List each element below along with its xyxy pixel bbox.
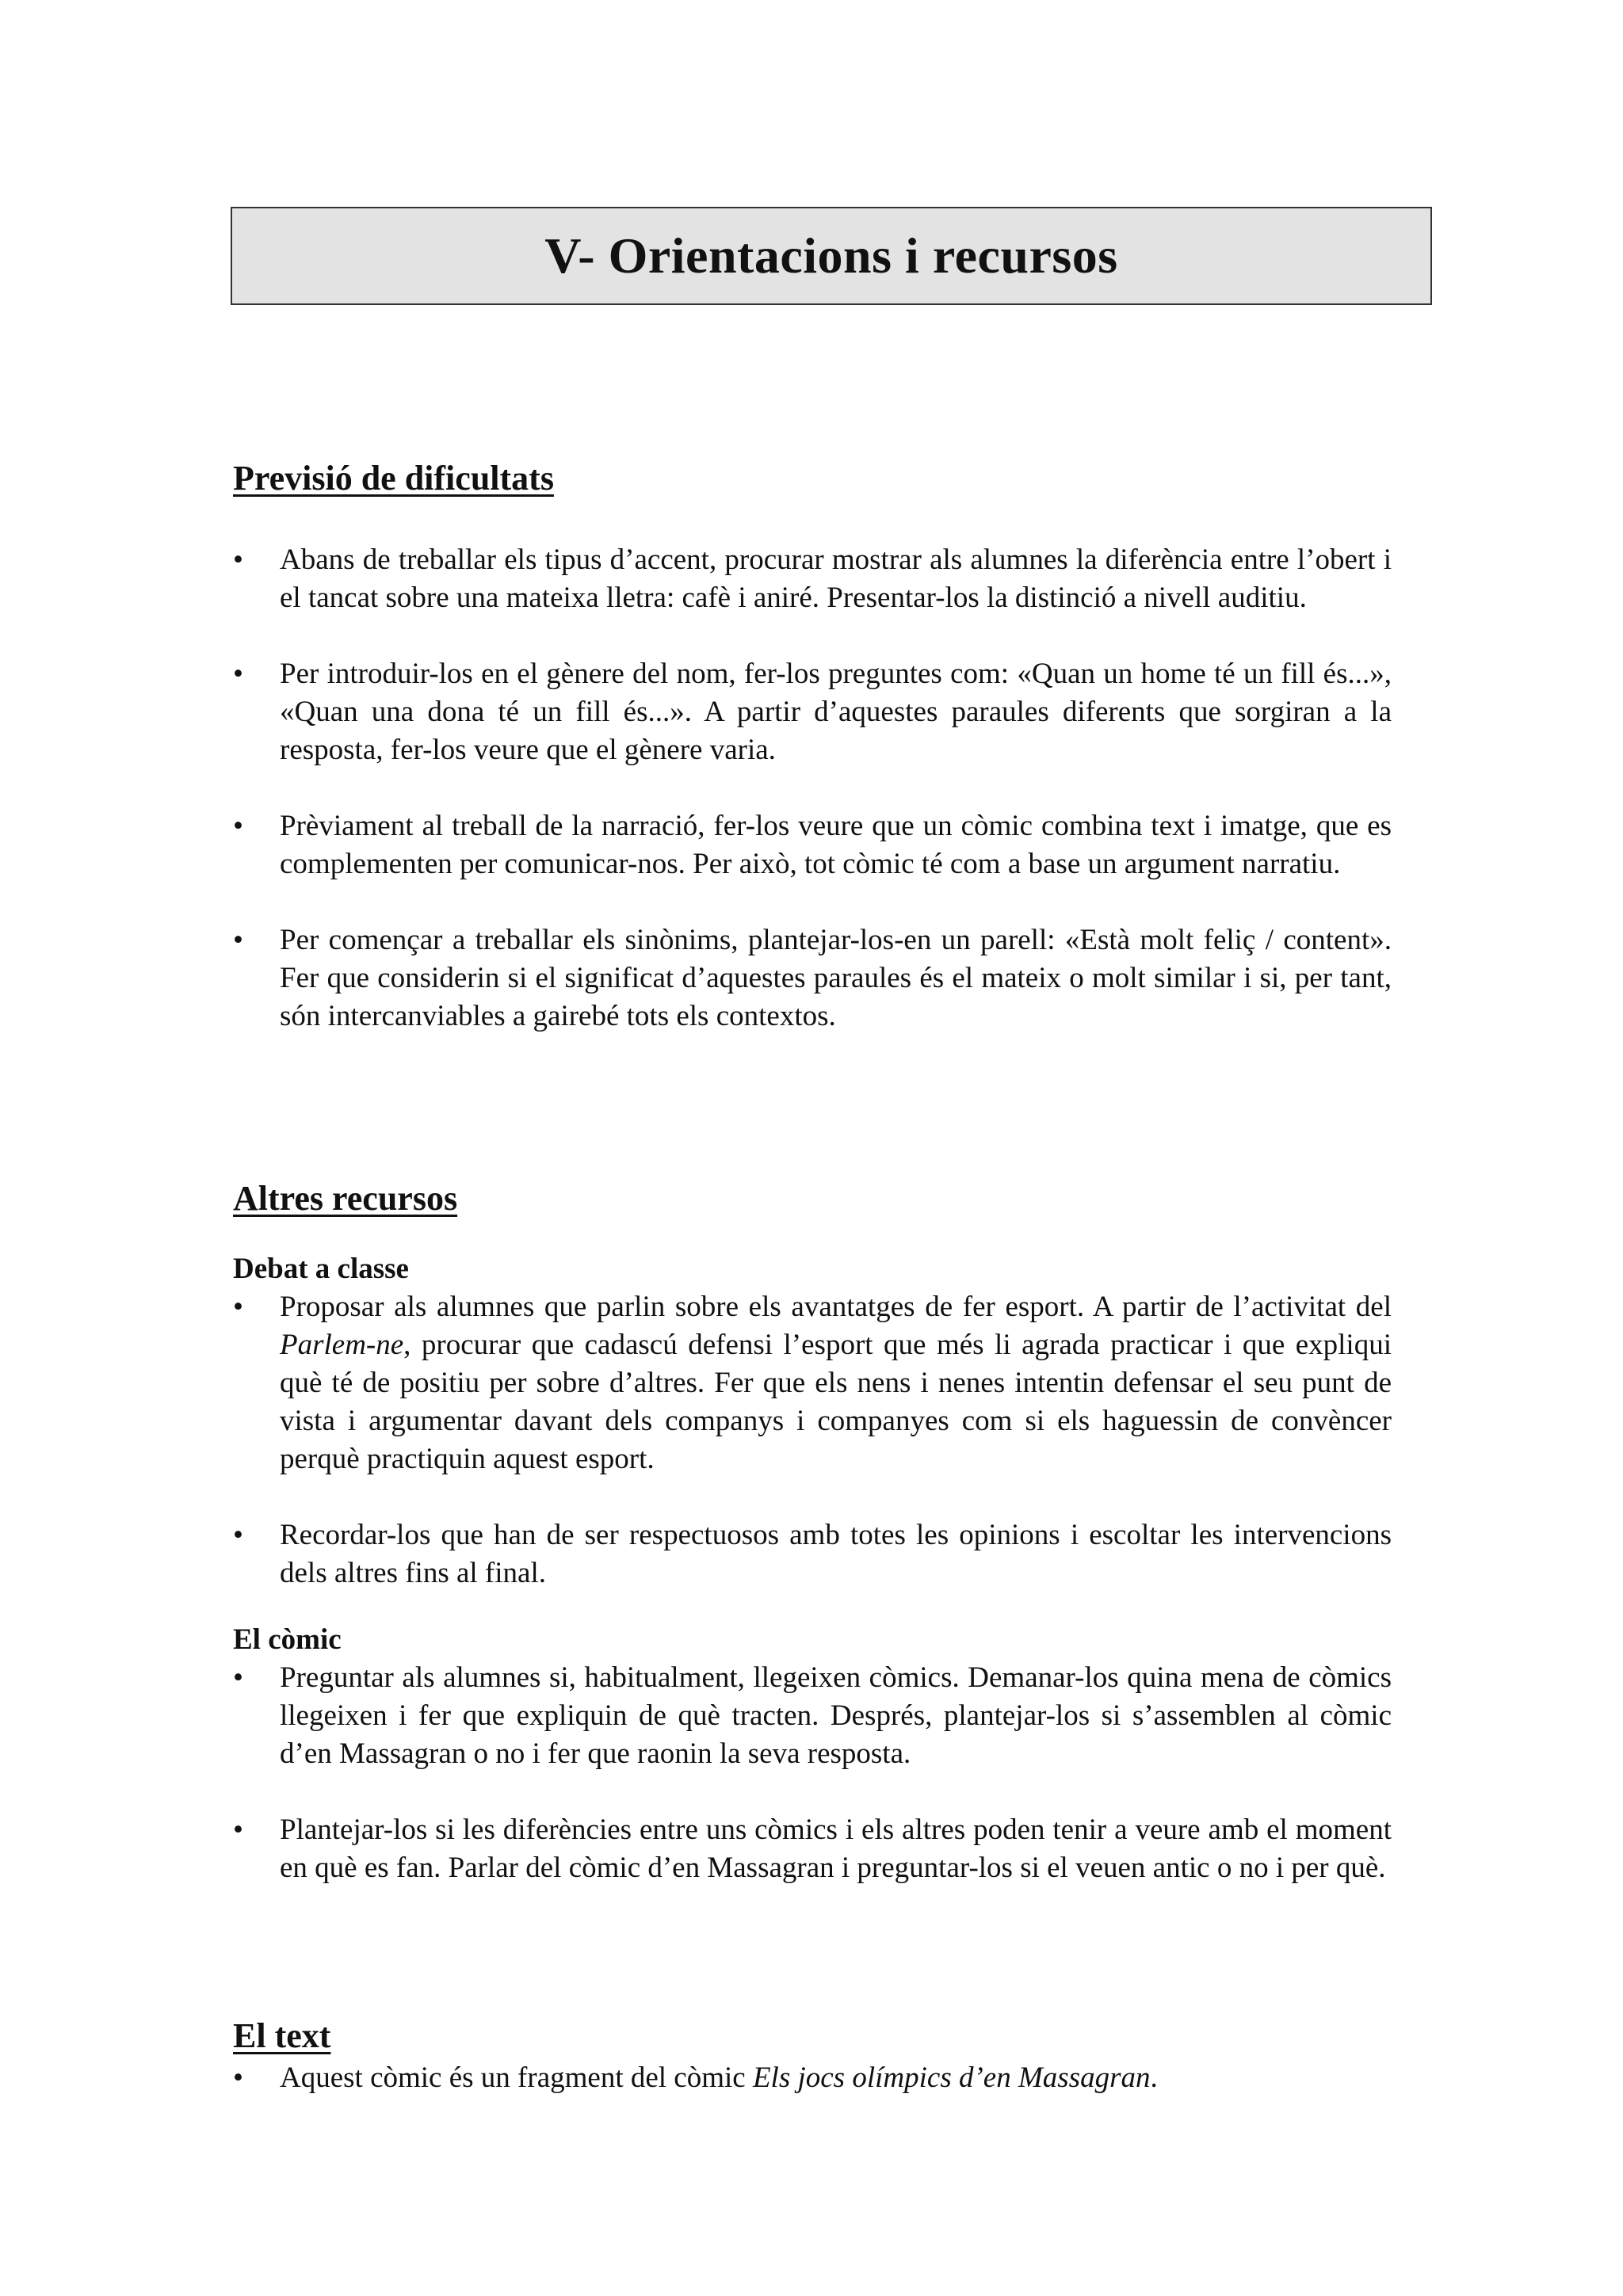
list-item-text: Prèviament al treball de la narració, fer-los veure que un còmic combina text i imatge, que es complementen per comunicar-nos. Per això, tot còmic té com a base un argument narratiu. — [280, 809, 1392, 880]
list-item — [233, 807, 1392, 883]
text-run: . — [1150, 2061, 1158, 2094]
text-run: Aquest còmic és un fragment del còmic — [280, 2061, 753, 2094]
page-title: V- Orientacions i recursos — [544, 227, 1118, 284]
list-item — [233, 1659, 1392, 1773]
bullet-icon: • — [233, 1518, 243, 1551]
list-item-text — [280, 1291, 1392, 1475]
bullet-icon: • — [233, 657, 243, 690]
section-eltext — [233, 2016, 1392, 2097]
list-item — [233, 2059, 1392, 2097]
list-item-text: Recordar-los que han de ser respectuosos amb totes les opinions i escoltar les intervencions dels altres fins al final. — [280, 1518, 1392, 1589]
section-heading-altres: Altres recursos — [233, 1179, 458, 1218]
text-run: , procurar que cadascú defensi l’esport que més li agrada practicar i que expliqui què té de positiu per sobre d’altres. Fer que els nens i nenes intentin defensar el seu punt de vista i argumentar davant dels companys i companyes com si els haguessin de convèncer perquè practiquin aquest esport. — [280, 1328, 1392, 1475]
list-item — [233, 655, 1392, 769]
text-run: Proposar als alumnes que parlin sobre els avantatges de fer esport. A partir de l’activitat del — [280, 1290, 1392, 1323]
subheading-comic: El còmic — [233, 1623, 342, 1656]
subheading-debat: Debat a classe — [233, 1252, 409, 1285]
section-previsio — [233, 458, 1392, 1035]
list-item-text: Per començar a treballar els sinònims, plantejar-los-en un parell: «Està molt feliç / content». Fer que considerin si el significat d’aquestes paraules és el mateix o molt similar i si, per tant, són intercanviables a gairebé tots els contextos. — [280, 923, 1392, 1032]
previsio-list — [233, 541, 1392, 1035]
bullet-icon: • — [233, 1813, 243, 1846]
bullet-icon: • — [233, 809, 243, 842]
list-item — [233, 541, 1392, 617]
section-heading-previsio: Previsió de dificultats — [233, 459, 554, 498]
bullet-icon: • — [233, 543, 243, 576]
bullet-icon: • — [233, 923, 243, 956]
list-item-text: Preguntar als alumnes si, habitualment, llegeixen còmics. Demanar-los quina mena de còmics llegeixen i fer que expliquin de què tracten. Després, plantejar-los si s’assemblen al còmic d’en Massagran o no i fer que raonin la seva resposta. — [280, 1661, 1392, 1770]
list-item-text — [280, 2061, 1158, 2094]
section-heading-eltext: El text — [233, 2016, 331, 2055]
eltext-list — [233, 2059, 1392, 2097]
list-item — [233, 921, 1392, 1035]
list-item-text: Per introduir-los en el gènere del nom, fer-los preguntes com: «Quan un home té un fill és...», «Quan una dona té un fill és...». A partir d’aquestes paraules diferents que sorgiran a la resposta, fer-los veure que el gènere varia. — [280, 657, 1392, 766]
section-altres — [233, 1178, 1392, 1887]
bullet-icon: • — [233, 1290, 243, 1323]
bullet-icon: • — [233, 1661, 243, 1694]
title-box — [231, 207, 1432, 305]
debat-list — [233, 1288, 1392, 1592]
list-item — [233, 1516, 1392, 1592]
italic-text: Els jocs olímpics d’en Massagran — [752, 2061, 1151, 2094]
italic-text: Parlem-ne — [280, 1328, 404, 1361]
list-item — [233, 1811, 1392, 1887]
list-item-text: Abans de treballar els tipus d’accent, procurar mostrar als alumnes la diferència entre l’obert i el tancat sobre una mateixa lletra: cafè i aniré. Presentar-los la distinció a nivell auditiu. — [280, 543, 1392, 614]
bullet-icon: • — [233, 2061, 243, 2094]
comic-list — [233, 1659, 1392, 1887]
list-item — [233, 1288, 1392, 1478]
list-item-text: Plantejar-los si les diferències entre uns còmics i els altres poden tenir a veure amb el moment en què es fan. Parlar del còmic d’en Massagran i preguntar-los si el veuen antic o no i per què. — [280, 1813, 1392, 1884]
